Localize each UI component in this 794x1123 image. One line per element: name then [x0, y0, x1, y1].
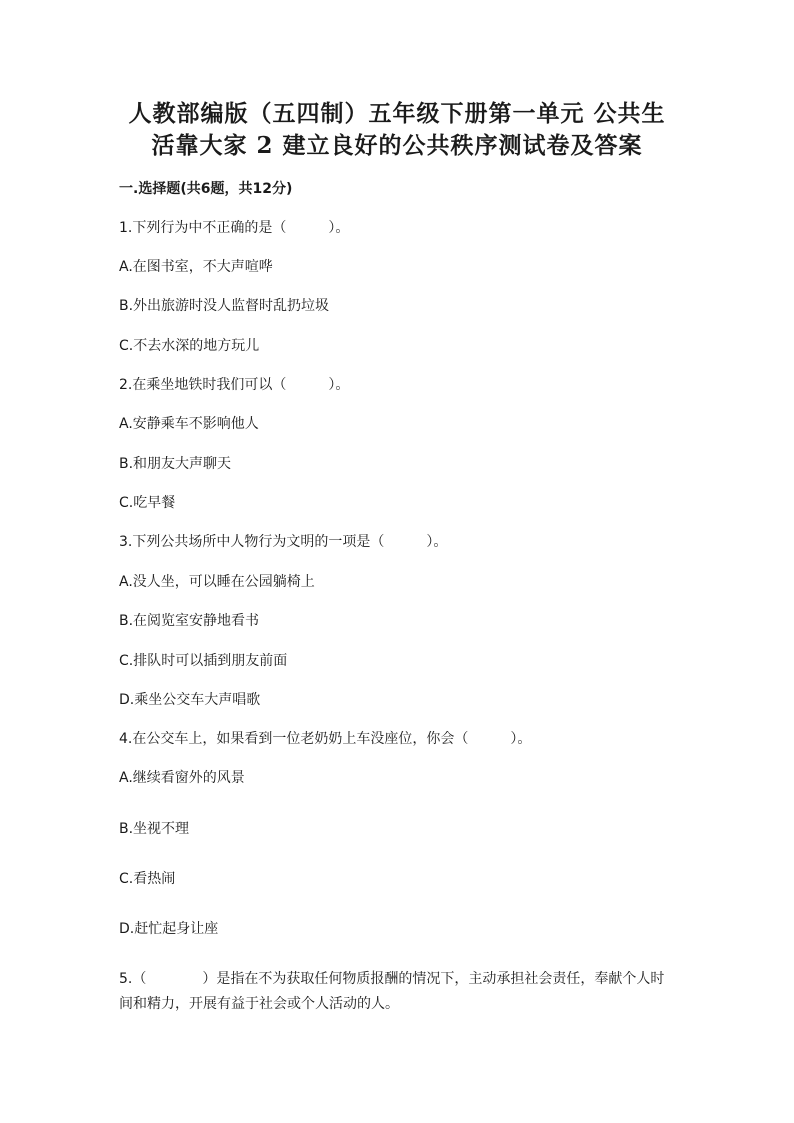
question-3-option-d: D.乘坐公交车大声唱歌 [119, 692, 261, 708]
question-1-option-b: B.外出旅游时没人监督时乱扔垃圾 [119, 298, 330, 314]
question-4-option-c: C.看热闹 [119, 871, 176, 887]
question-1-stem: 1.下列行为中不正确的是（ ）。 [119, 220, 350, 236]
question-2-stem: 2.在乘坐地铁时我们可以（ ）。 [119, 377, 350, 393]
question-1-option-c: C.不去水深的地方玩儿 [119, 338, 260, 354]
question-3-option-a: A.没人坐，可以睡在公园躺椅上 [119, 574, 315, 590]
page-title-line-1: 人教部编版（五四制）五年级下册第一单元 公共生 [128, 100, 666, 127]
question-4-option-d: D.赶忙起身让座 [119, 921, 219, 937]
question-3-option-b: B.在阅览室安静地看书 [119, 613, 260, 629]
question-2-option-a: A.安静乘车不影响他人 [119, 416, 259, 432]
question-5-stem: 5.（ ）是指在不为获取任何物质报酬的情况下，主动承担社会责任，奉献个人时间和精力，开展有益于社会或个人活动的人。 [119, 971, 665, 1012]
question-3-option-c: C.排队时可以插到朋友前面 [119, 653, 288, 669]
question-4-option-a: A.继续看窗外的风景 [119, 770, 245, 786]
question-4-option-b: B.坐视不理 [119, 821, 190, 837]
section-heading: 一.选择题(共6题，共12分) [119, 181, 293, 197]
page-title-line-2: 活靠大家 2 建立良好的公共秩序测试卷及答案 [151, 132, 643, 159]
question-2-option-b: B.和朋友大声聊天 [119, 456, 232, 472]
question-4-stem: 4.在公交车上，如果看到一位老奶奶上车没座位，你会（ ）。 [119, 731, 532, 747]
question-3-stem: 3.下列公共场所中人物行为文明的一项是（ ）。 [119, 534, 448, 550]
question-2-option-c: C.吃早餐 [119, 495, 176, 511]
question-1-option-a: A.在图书室，不大声喧哗 [119, 259, 273, 275]
